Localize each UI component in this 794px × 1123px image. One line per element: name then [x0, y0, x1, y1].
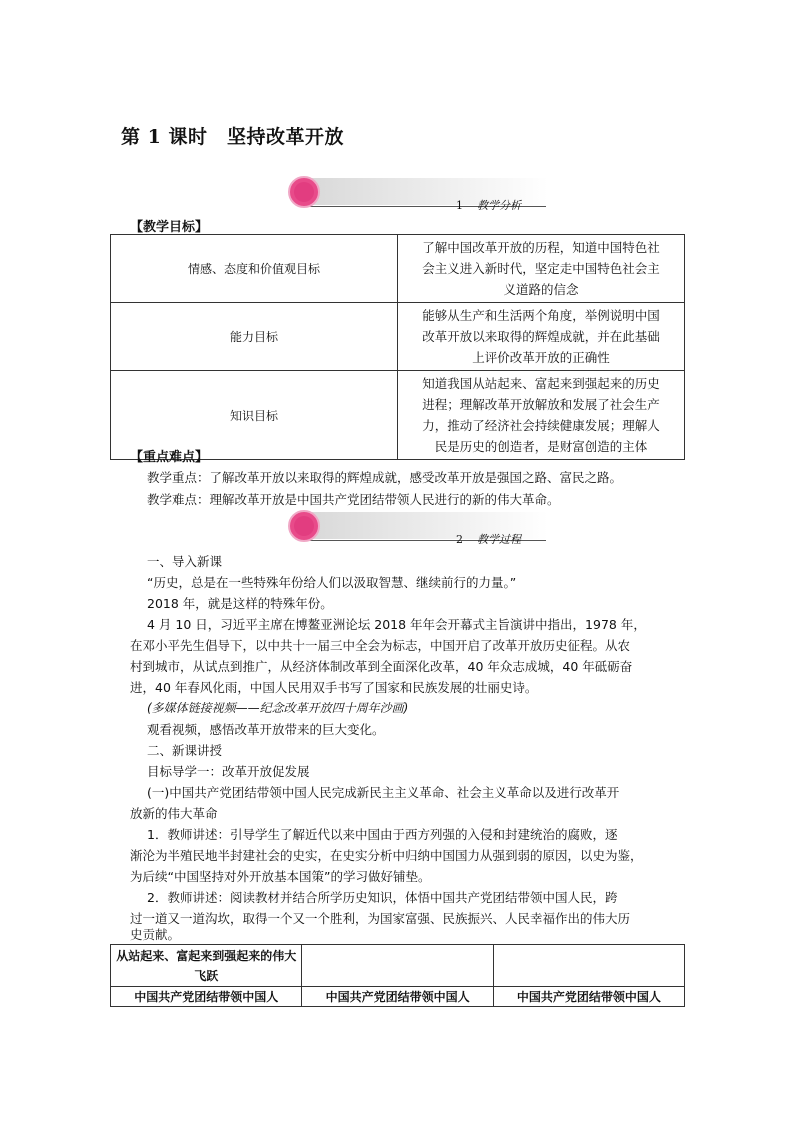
- goal-key: 情感、态度和价值观目标: [111, 235, 398, 303]
- goal-key: 能力目标: [111, 303, 398, 371]
- goal-line: 知道我国从站起来、富起来到强起来的历史: [422, 376, 660, 391]
- key-heading: 【重点难点】: [130, 450, 209, 465]
- goal-line: 了解中国改革开放的历程，知道中国特色社: [422, 240, 660, 255]
- table-row: [111, 987, 685, 1007]
- goals-table: [110, 234, 685, 460]
- table-row: [111, 235, 685, 303]
- year-line: 2018 年，就是这样的特殊年份。: [147, 596, 333, 611]
- goal-line: 改革开放以来取得的辉煌成就，并在此基础: [422, 329, 660, 344]
- goal-value: [398, 303, 685, 371]
- quote: “历史，总是在一些特殊年份给人们以汲取智慧、继续前行的力量。”: [147, 575, 517, 590]
- item1-line: 渐沦为半殖民地半封建社会的史实，在史实分析中归纳中国国力从强到弱的原因，以史为鉴，: [130, 848, 643, 863]
- sub1-line: 放新的伟大革命: [130, 806, 218, 821]
- table-cell: [302, 945, 493, 987]
- table-cell: 从站起来、富起来到强起来的伟大飞跃: [111, 945, 302, 987]
- section-number: 1: [456, 199, 463, 212]
- para1-line: 在邓小平先生倡导下，以中共十一届三中全会为标志，中国开启了改革开放历史征程。从农: [130, 638, 631, 653]
- item2-line: 过一道又一道沟坎，取得一个又一个胜利，为国家富强、民族振兴、人民幸福作出的伟大历: [130, 911, 631, 926]
- goal-line: 上评价改革开放的正确性: [472, 350, 610, 365]
- watch-line: 观看视频，感悟改革开放带来的巨大变化。: [147, 722, 385, 737]
- goal-line: 进程；理解改革开放解放和发展了社会生产: [422, 397, 660, 412]
- intro-heading: 一、导入新课: [147, 554, 223, 569]
- media-note: (多媒体链接视频——纪念改革开放四十周年沙画): [147, 701, 409, 715]
- bottom-table: [110, 944, 685, 1007]
- circle-icon: [288, 176, 320, 208]
- para1-line: 村到城市，从试点到推广，从经济体制改革到全面深化改革，40 年众志成城，40 年砥砺奋: [130, 659, 633, 674]
- section-number: 2: [456, 533, 463, 546]
- item2-line: 史贡献。: [130, 927, 181, 942]
- table-cell: 中国共产党团结带领中国人: [302, 987, 493, 1007]
- para1-line: 4 月 10 日，习近平主席在博鳌亚洲论坛 2018 年年会开幕式主旨演讲中指出，1978 年，: [147, 617, 646, 632]
- goal-line: 能够从生产和生活两个角度，举例说明中国: [422, 308, 660, 323]
- table-row: [111, 303, 685, 371]
- goal-value: [398, 235, 685, 303]
- goals-heading: 【教学目标】: [130, 220, 209, 235]
- difficult-points: 教学难点：理解改革开放是中国共产党团结带领人民进行的新的伟大革命。: [147, 492, 560, 507]
- page-title: 第 1 课时 坚持改革开放: [121, 126, 344, 148]
- table-cell: [493, 945, 684, 987]
- goal-line: 会主义进入新时代，坚定走中国特色社会主: [422, 261, 660, 276]
- sub1-line: (一)中国共产党团结带领中国人民完成新民主主义革命、社会主义革命以及进行改革开: [147, 785, 620, 800]
- item2-line: 2．教师讲述：阅读教材并结合所学历史知识，体悟中国共产党团结带领中国人民，跨: [147, 890, 618, 905]
- goal-line: 民是历史的创造者，是财富创造的主体: [434, 439, 648, 454]
- item1-line: 为后续“中国坚持对外开放基本国策”的学习做好铺垫。: [130, 869, 431, 884]
- section-label: 教学过程: [477, 533, 521, 546]
- section-banner-process: [288, 510, 552, 544]
- new-heading: 二、新课讲授: [147, 743, 223, 758]
- item1-line: 1．教师讲述：引导学生了解近代以来中国由于西方列强的入侵和封建统治的腐败，逐: [147, 827, 618, 842]
- section-banner-analysis: [288, 176, 552, 210]
- table-cell: 中国共产党团结带领中国人: [493, 987, 684, 1007]
- goal-value: [398, 371, 685, 460]
- section-label: 教学分析: [477, 199, 521, 212]
- goal-line: 力，推动了经济社会持续健康发展；理解人: [422, 418, 660, 433]
- guide1: 目标导学一：改革开放促发展: [147, 764, 310, 779]
- table-cell: 中国共产党团结带领中国人: [111, 987, 302, 1007]
- goal-key: 知识目标: [111, 371, 398, 460]
- circle-icon: [288, 510, 320, 542]
- goal-line: 义道路的信念: [503, 282, 579, 297]
- para1-line: 进，40 年春风化雨，中国人民用双手书写了国家和民族发展的壮丽史诗。: [130, 680, 538, 695]
- key-points: 教学重点：了解改革开放以来取得的辉煌成就，感受改革开放是强国之路、富民之路。: [147, 470, 623, 485]
- table-row: [111, 945, 685, 987]
